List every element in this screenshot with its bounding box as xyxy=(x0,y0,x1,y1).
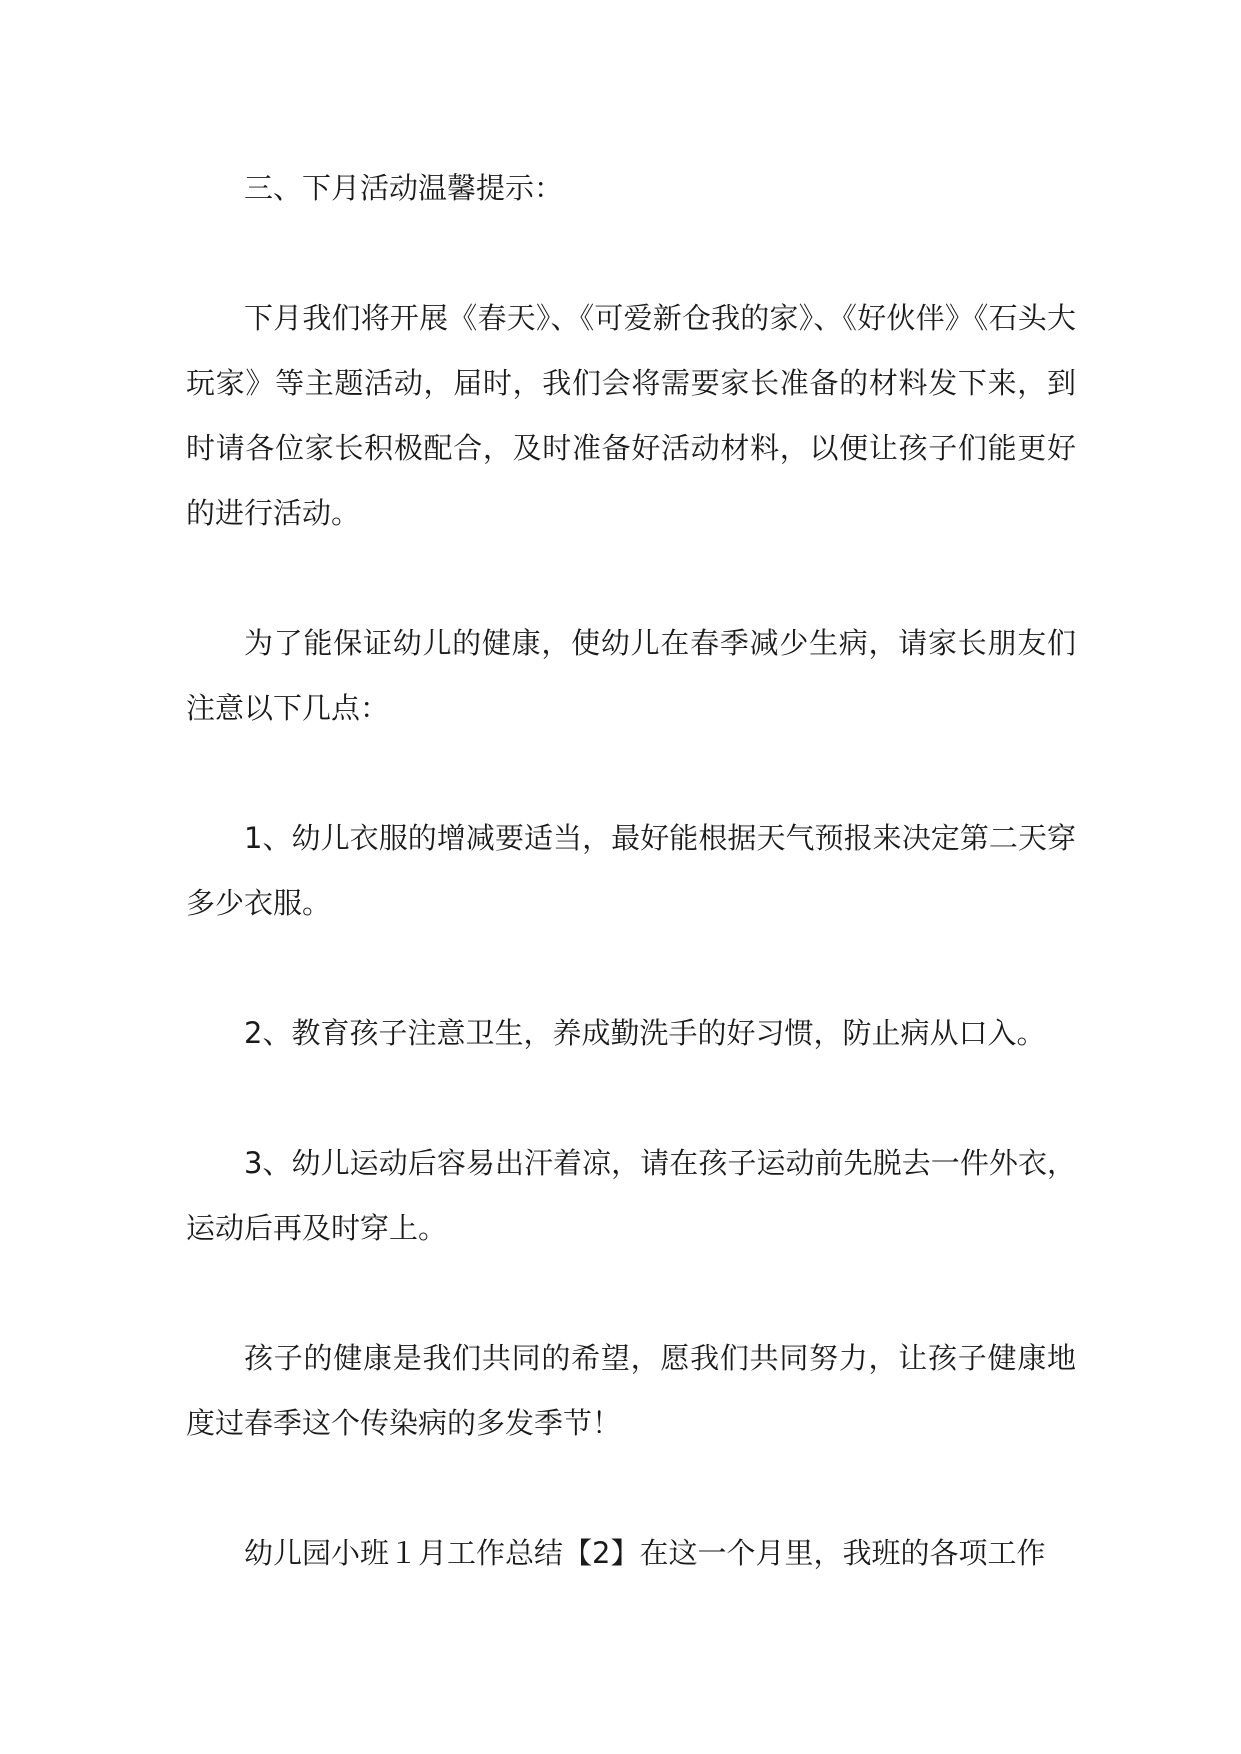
paragraph-health-notice: 为了能保证幼儿的健康，使幼儿在春季减少生病，请家长朋友们注意以下几点： xyxy=(186,626,1076,725)
list-item-clothing: 1、幼儿衣服的增减要适当，最好能根据天气预报来决定第二天穿多少衣服。 xyxy=(186,821,1076,920)
section-heading-next-month-tips: 三、下月活动温馨提示： xyxy=(244,171,564,205)
paragraph-summary-start: 幼儿园小班１月工作总结【2】在这一个月里，我班的各项工作 xyxy=(244,1536,1046,1570)
list-item-exercise: 3、幼儿运动后容易出汗着凉，请在孩子运动前先脱去一件外衣，运动后再及时穿上。 xyxy=(186,1146,1076,1245)
paragraph-closing-wish: 孩子的健康是我们共同的希望，愿我们共同努力，让孩子健康地度过春季这个传染病的多发季节！ xyxy=(186,1341,1076,1440)
document-body xyxy=(186,156,1076,1586)
list-item-hygiene: 2、教育孩子注意卫生，养成勤洗手的好习惯，防止病从口入。 xyxy=(244,1016,1046,1050)
paragraph-next-month-activities: 下月我们将开展《春天》、《可爱新仓我的家》、《好伙伴》《石头大玩家》等主题活动，届时，我们会将需要家长准备的材料发下来，到时请各位家长积极配合，及时准备好活动材料，以便让孩子们能更好的进行活动。 xyxy=(186,301,1076,530)
